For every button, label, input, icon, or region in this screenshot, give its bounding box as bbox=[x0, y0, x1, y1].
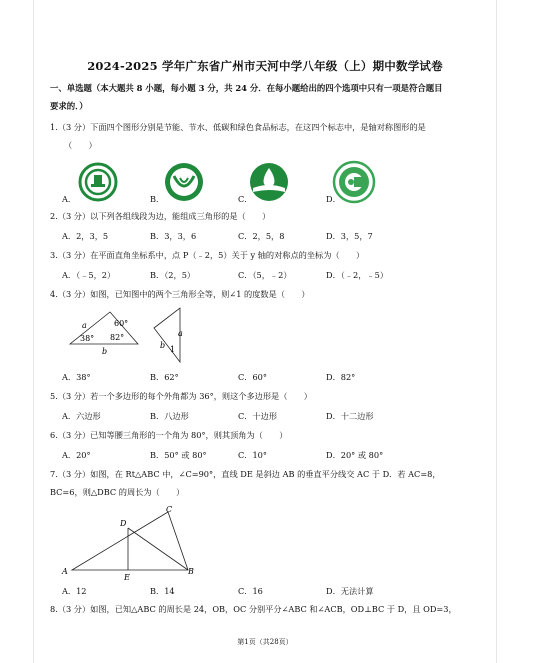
option-d: D．（﹣2，﹣5） bbox=[326, 270, 389, 280]
option-c: C．（5，﹣2） bbox=[238, 270, 292, 280]
question-4-figure bbox=[62, 304, 182, 366]
label-b: B bbox=[188, 567, 194, 576]
option-a: A．12 bbox=[62, 586, 87, 596]
side-b-right: b bbox=[160, 341, 166, 350]
option-b: B．14 bbox=[150, 586, 175, 596]
angle-82: 82° bbox=[110, 333, 125, 342]
option-a: A． bbox=[62, 194, 77, 204]
angle-38: 38° bbox=[80, 334, 95, 343]
energy-saving-logo-icon bbox=[78, 162, 118, 202]
question-7-text: 7.（3 分）如图，在 Rt△ABC 中，∠C=90°，直线 DE 是斜边 AB 的垂直平分线交 AC 于 D．若 AC=8， bbox=[50, 469, 441, 479]
option-d: D． bbox=[326, 194, 341, 204]
question-2-text: 2.（3 分）以下列各组线段为边，能组成三角形的是（ ） bbox=[50, 211, 271, 221]
side-b-left: b bbox=[102, 347, 108, 356]
document-page bbox=[34, 0, 496, 663]
option-a: A．六边形 bbox=[62, 411, 101, 421]
label-e: E bbox=[124, 573, 130, 582]
angle-60: 60° bbox=[114, 319, 129, 328]
segment-db bbox=[128, 528, 188, 570]
page-footer: 第1页（共28页） bbox=[237, 638, 293, 646]
option-b: B．62° bbox=[150, 372, 179, 382]
side-a-right: a bbox=[178, 329, 183, 338]
option-a: A．38° bbox=[62, 372, 91, 382]
option-c: C．60° bbox=[238, 372, 267, 382]
green-food-logo-icon bbox=[332, 160, 376, 204]
option-d: D．20° 或 80° bbox=[326, 450, 384, 460]
option-b: B．（2，5） bbox=[150, 270, 196, 280]
label-c: C bbox=[166, 505, 173, 514]
page-title: 2024-2025 学年广东省广州市天河中学八年级（上）期中数学试卷 bbox=[87, 59, 443, 73]
section-heading-cont: 要求的．） bbox=[50, 101, 88, 111]
option-b: B． bbox=[150, 194, 165, 204]
question-1-text: 1.（3 分）下面四个图形分别是节能、节水、低碳和绿色食品标志，在这四个标志中，是轴对称图形的是 bbox=[50, 122, 426, 132]
label-d: D bbox=[120, 519, 127, 528]
option-b: B．八边形 bbox=[150, 411, 189, 421]
question-7-text-cont: BC=6，则△DBC 的周长为（ ） bbox=[50, 487, 185, 497]
low-carbon-logo-icon bbox=[248, 162, 290, 202]
triangle-abc bbox=[72, 512, 188, 570]
option-a: A．（﹣5，2） bbox=[62, 270, 116, 280]
side-a-left: a bbox=[82, 321, 87, 330]
option-c: C．十边形 bbox=[238, 411, 278, 421]
option-c: C．10° bbox=[238, 450, 267, 460]
question-4-text: 4.（3 分）如图，已知图中的两个三角形全等，则∠1 的度数是（ ） bbox=[50, 289, 310, 299]
right-triangle bbox=[154, 308, 180, 362]
option-d: D．无法计算 bbox=[326, 586, 374, 596]
option-d: D．3，5，7 bbox=[326, 231, 373, 241]
option-d: D．十二边形 bbox=[326, 411, 374, 421]
option-c: C．16 bbox=[238, 586, 263, 596]
question-6-text: 6.（3 分）已知等腰三角形的一个角为 80°，则其顶角为（ ） bbox=[50, 430, 288, 440]
question-1-bracket: （ ） bbox=[64, 140, 97, 150]
option-b: B．50° 或 80° bbox=[150, 450, 207, 460]
question-7-figure bbox=[62, 504, 198, 580]
water-saving-logo-icon bbox=[164, 162, 204, 202]
question-3-text: 3.（3 分）在平面直角坐标系中，点 P（﹣2，5）关于 y 轴的对称点的坐标为（ ） bbox=[50, 250, 365, 260]
option-c: C． bbox=[238, 194, 253, 204]
section-heading: 一、单选题（本大题共 8 小题，每小题 3 分，共 24 分．在每小题给出的四个选项中只有一项是符合题目 bbox=[50, 83, 443, 93]
option-d: D．82° bbox=[326, 372, 356, 382]
option-c: C．2，5，8 bbox=[238, 231, 285, 241]
question-8-text: 8.（3 分）如图，已知△ABC 的周长是 24，OB，OC 分别平分∠ABC 和∠ACB，OD⊥BC 于 D，且 OD=3， bbox=[50, 604, 457, 614]
label-a: A bbox=[62, 567, 68, 576]
angle-1: 1 bbox=[170, 345, 176, 354]
option-a: A．2，3，5 bbox=[62, 231, 109, 241]
option-a: A．20° bbox=[62, 450, 91, 460]
question-5-text: 5.（3 分）若一个多边形的每个外角都为 36°，则这个多边形是（ ） bbox=[50, 391, 312, 401]
option-b: B．3，3，6 bbox=[150, 231, 197, 241]
